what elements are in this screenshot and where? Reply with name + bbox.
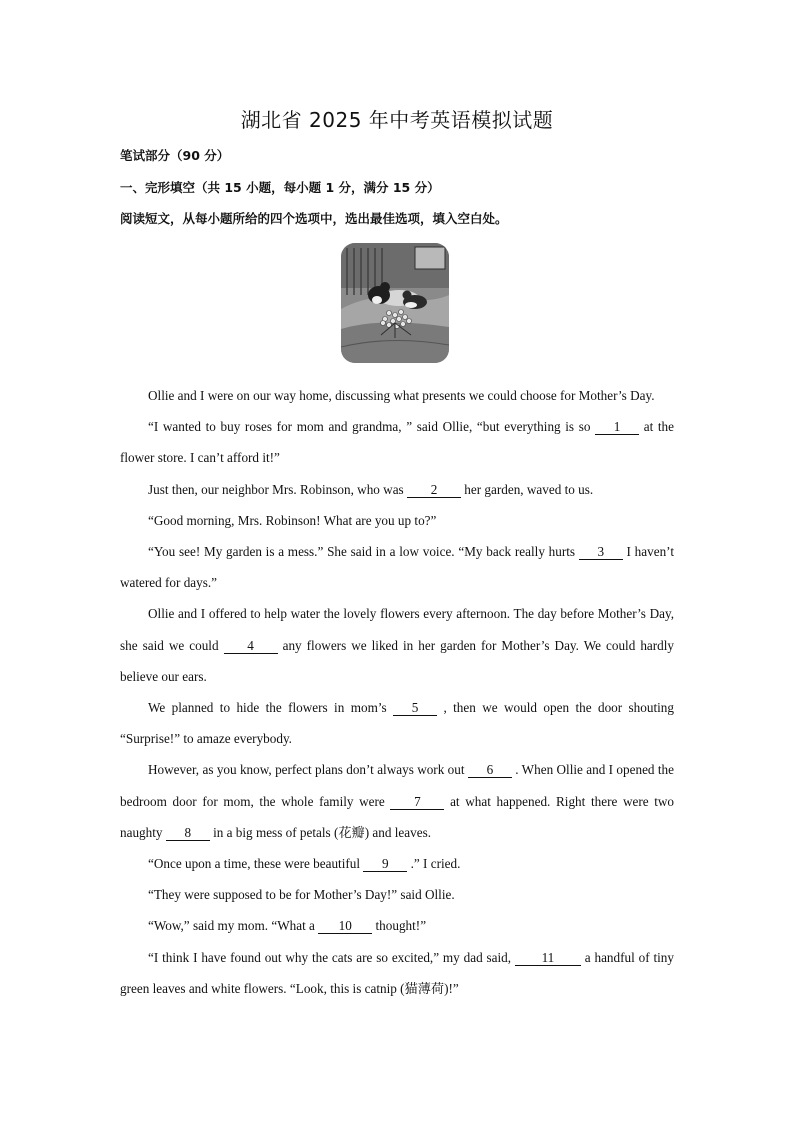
- blank-9[interactable]: 9: [363, 856, 407, 872]
- blank-11[interactable]: 11: [515, 950, 581, 966]
- blank-6[interactable]: 6: [468, 762, 512, 778]
- cats-on-bed-illustration: [341, 243, 449, 363]
- page-title: 湖北省 2025 年中考英语模拟试题: [240, 108, 554, 132]
- blank-7[interactable]: 7: [390, 794, 444, 810]
- paragraph-2: “I wanted to buy roses for mom and grandma, ” said Ollie, “but everything is so 1 at the flower store. I can’t afford it!”: [120, 419, 674, 466]
- paragraph-5: “You see! My garden is a mess.” She said in a low voice. “My back really hurts 3 I haven’t watered for days.”: [120, 544, 674, 591]
- blank-5[interactable]: 5: [393, 700, 437, 716]
- blank-8[interactable]: 8: [166, 825, 210, 841]
- blank-10[interactable]: 10: [318, 918, 372, 934]
- blank-3[interactable]: 3: [579, 544, 623, 560]
- blank-2[interactable]: 2: [407, 482, 461, 498]
- reading-passage: [120, 380, 674, 1004]
- blank-1[interactable]: 1: [595, 419, 639, 435]
- paragraph-4: “Good morning, Mrs. Robinson! What are you up to?”: [148, 512, 437, 528]
- paragraph-6: Ollie and I offered to help water the lovely flowers every afternoon. The day before Mother’s Day, she said we could 4 any flowers we liked in her garden for Mother’s Day. We could hardly believe our ears.: [120, 606, 675, 684]
- paragraph-1: Ollie and I were on our way home, discussing what presents we could choose for Mother’s Day.: [148, 388, 655, 403]
- part-heading: 一、完形填空（共 15 小题，每小题 1 分，满分 15 分）: [120, 180, 440, 195]
- paragraph-9: “Once upon a time, these were beautiful 9 .” I cried.: [148, 856, 461, 872]
- paragraph-7: We planned to hide the flowers in mom’s 5 , then we would open the door shouting “Surprise!” to amaze everybody.: [120, 700, 674, 747]
- paragraph-12: “I think I have found out why the cats are so excited,” my dad said, 11 a handful of tiny green leaves and white flowers. “Look, this is catnip (猫薄荷)!”: [120, 949, 674, 996]
- paragraph-8: However, as you know, perfect plans don’t always work out 6 . When Ollie and I opened the bedroom door for mom, the whole family were 7 at what happened. Right there were two naughty 8 in a big mess of petals (花瓣) and leaves.: [120, 762, 675, 840]
- paragraph-10: “They were supposed to be for Mother’s Day!” said Ollie.: [148, 887, 455, 903]
- paragraph-3: Just then, our neighbor Mrs. Robinson, who was 2 her garden, waved to us.: [148, 481, 594, 497]
- blank-4[interactable]: 4: [224, 638, 278, 654]
- instruction-text: 阅读短文，从每小题所给的四个选项中，选出最佳选项，填入空白处。: [120, 211, 508, 226]
- section-heading: 笔试部分（90 分）: [120, 148, 230, 163]
- paragraph-11: “Wow,” said my mom. “What a 10 thought!”: [148, 918, 427, 934]
